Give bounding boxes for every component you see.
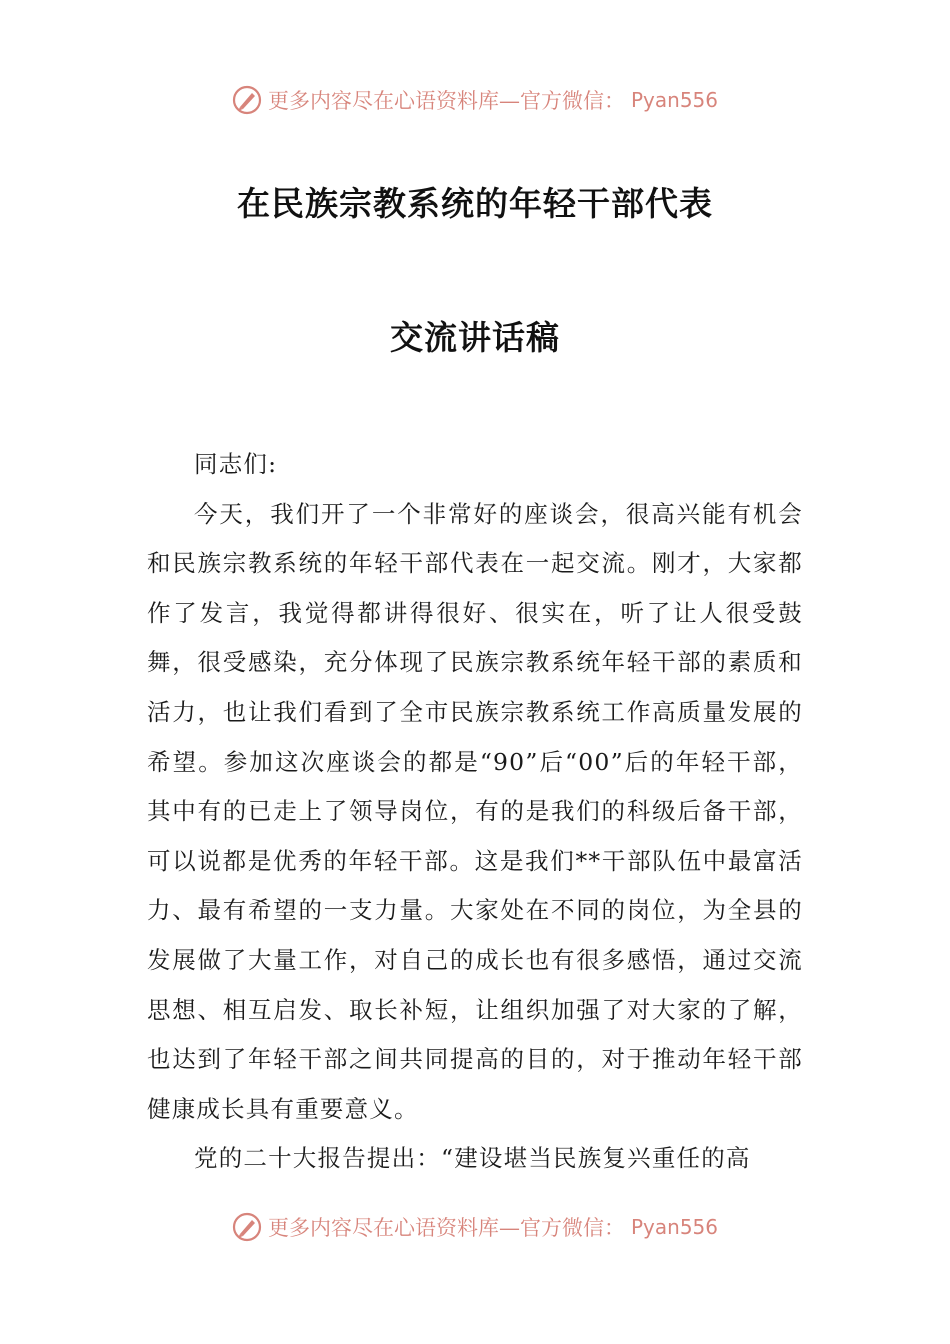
paragraph-opening: 今天，我们开了一个非常好的座谈会，很高兴能有机会和民族宗教系统的年轻干部代表在一起交流。刚才，大家都作了发言，我觉得都讲得很好、很实在，听了让人很受鼓舞，很受感染，充分体现了民族宗教系统年轻干部的素质和活力，也让我们看到了全市民族宗教系统工作高质量发展的希望。参加这次座谈会的都是“90”后“00”后的年轻干部，其中有的已走上了领导岗位，有的是我们的科级后备干部，可以说都是优秀的年轻干部。这是我们**干部队伍中最富活力、最有希望的一支力量。大家处在不同的岗位，为全县的发展做了大量工作，对自己的成长也有很多感悟，通过交流思想、相互启发、取长补短，让组织加强了对大家的了解，也达到了年轻干部之间共同提高的目的，对于推动年轻干部健康成长具有重要意义。: [147, 499, 803, 1123]
watermark-wechat-id: Pyan556: [630, 1215, 718, 1239]
document-body: [147, 440, 803, 1184]
watermark-wechat-id: Pyan556: [630, 88, 718, 112]
header-watermark: [0, 85, 950, 115]
document-title-line-2: 交流讲话稿: [390, 318, 560, 357]
watermark-text: 更多内容尽在心语资料库—官方微信：: [267, 89, 625, 113]
paragraph-report-quote: 党的二十大报告提出：“建设堪当民族复兴重任的高: [194, 1144, 751, 1173]
document-title-line-1: 在民族宗教系统的年轻干部代表: [237, 184, 713, 223]
watermark-text: 更多内容尽在心语资料库—官方微信：: [267, 1216, 625, 1240]
paragraph-salutation: 同志们:: [194, 450, 278, 478]
footer-watermark: [0, 1212, 950, 1242]
pen-circle-logo-icon: [232, 85, 262, 115]
pen-circle-logo-icon: [232, 1212, 262, 1242]
